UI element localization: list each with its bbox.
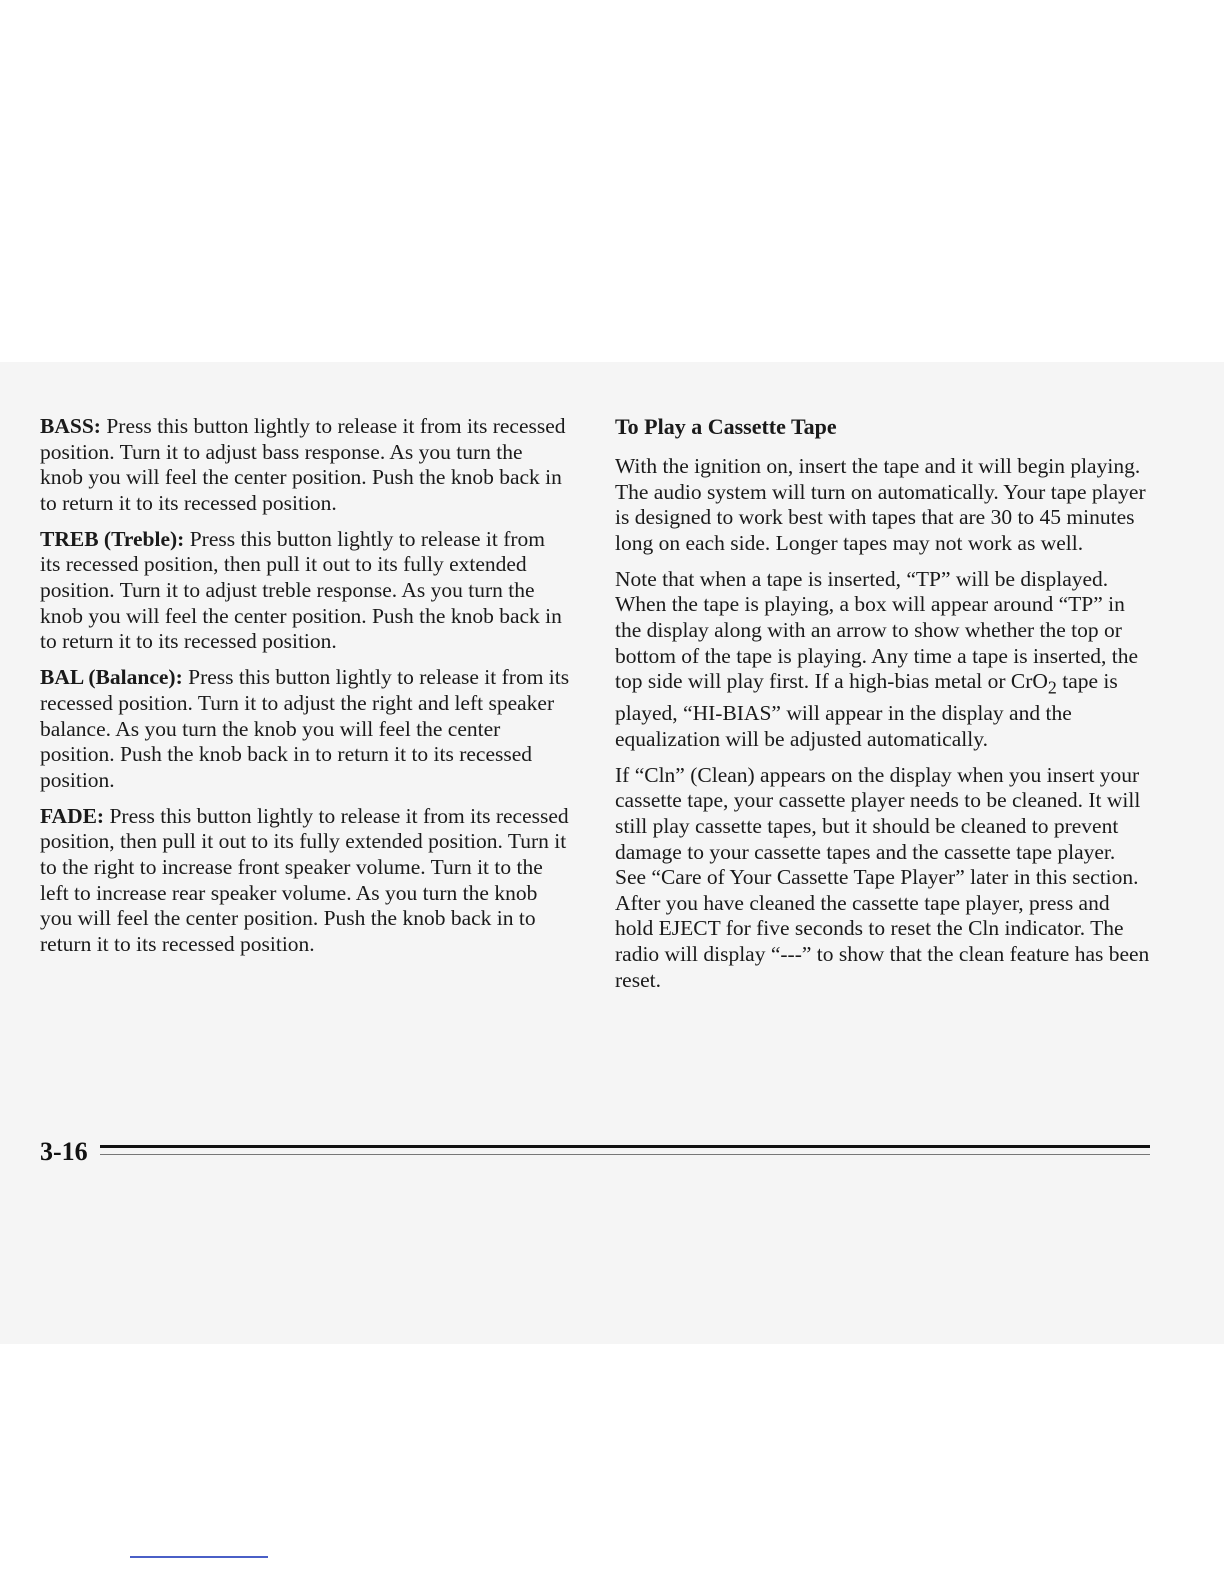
bass-text: Press this button lightly to release it from its recessed position. Turn it to adjust bass response. As you turn the knob you will feel the center position. Push the knob back in to return it to its recessed position. (40, 414, 566, 515)
balance-text: Press this button lightly to release it from its recessed position. Turn it to adjust the right and left speaker balance. As you turn the knob you will feel the center position. Push the knob back in to return it to its recessed position. (40, 665, 570, 792)
tape-display-paragraph (615, 567, 1150, 752)
balance-term: BAL (Balance): (40, 665, 183, 690)
cleaning-paragraph: If “Cln” (Clean) appears on the display when you insert your cassette tape, your cassette player needs to be cleaned. It will still play cassette tapes, but it should be cleaned to prevent damage to your cassette tapes and the cassette tape player. See “Care of Your Cassette Tape Player” later in this section. After you have cleaned the cassette tape player, press and hold EJECT for five seconds to reset the Cln indicator. The radio will display “---” to show that the clean feature has been reset. (615, 762, 1150, 992)
treble-text: Press this button lightly to release it from its recessed position, then pull it out to its fully extended position. Turn it to adjust treble response. As you turn the knob you will feel the center position. Push the knob back in to return it to its recessed position. (40, 526, 562, 654)
fade-term: FADE: (40, 803, 105, 828)
footer-rule-thick (100, 1145, 1150, 1148)
treble-term: TREB (Treble): (40, 526, 185, 551)
fade-paragraph (40, 804, 570, 958)
treble-paragraph (40, 527, 570, 655)
bass-paragraph (40, 414, 570, 516)
tape-display-text-start: Note that when a tape is inserted, “TP” will be displayed. When the tape is playing, a box will appear around “TP” in the display along with an arrow to show whether the top or bottom of the tape is playing. Any time a tape is inserted, the top side will play first. If a high-bias metal or CrO (615, 566, 1139, 694)
right-column (615, 414, 1150, 1004)
bass-term: BASS: (40, 414, 101, 438)
cassette-intro-paragraph: With the ignition on, insert the tape and it will begin playing. The audio system will turn on automatically. Your tape player is designed to work best with tapes that are 30 to 45 minutes long on each side. Longer tapes may not work as well. (615, 454, 1146, 555)
page-number: 3-16 (40, 1137, 88, 1166)
balance-paragraph (40, 665, 570, 793)
footer-rule-thin (100, 1154, 1150, 1155)
page-footer (40, 1135, 1150, 1175)
subscript-two: 2 (1047, 677, 1057, 698)
left-column (40, 414, 570, 968)
fade-text: Press this button lightly to release it from its recessed position, then pull it out to its fully extended position. Turn it to the right to increase front speaker volume. Turn it to the left to increase rear speaker volume. As you turn the knob you will feel the center position. Push the knob back in to return it to its recessed position. (40, 803, 569, 956)
tape-display-text-end: tape is played, “HI-BIAS” will appear in the display and the equalization will be adjusted automatically. (615, 669, 1118, 751)
section-heading: To Play a Cassette Tape (615, 414, 837, 439)
bottom-underline-mark (130, 1556, 268, 1558)
